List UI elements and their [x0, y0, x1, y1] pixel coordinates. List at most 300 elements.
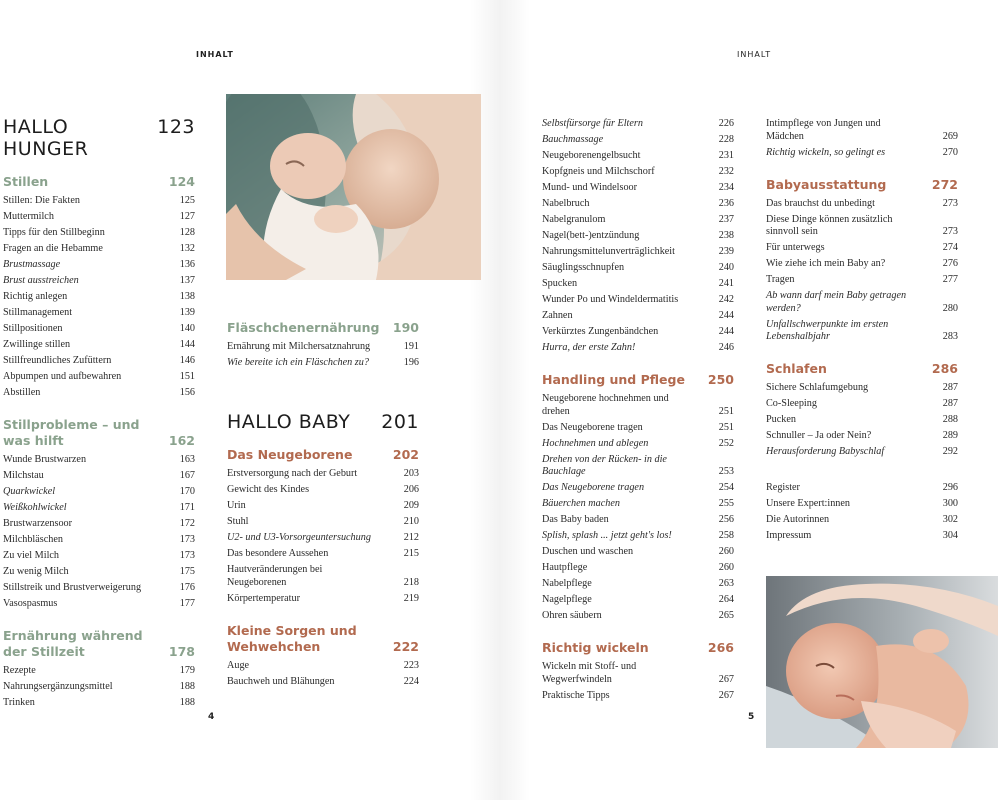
- entry-title: Zu viel Milch: [3, 550, 60, 561]
- toc-entry: [3, 454, 195, 467]
- entry-title: Gewicht des Kindes: [227, 484, 310, 495]
- entry-title: Selbstfürsorge für Eltern: [542, 118, 643, 129]
- toc-entry: [542, 246, 734, 259]
- toc-entry: [3, 243, 195, 256]
- toc-entry: [766, 147, 958, 160]
- section-heading: [766, 177, 958, 193]
- toc-entry: [542, 262, 734, 275]
- entry-title: Richtig wickeln, so gelingt es: [766, 146, 886, 158]
- entry-title: Pucken: [766, 414, 796, 425]
- entry-page: 179: [179, 665, 195, 676]
- section-gap: [3, 403, 195, 417]
- toc-entry: [227, 548, 419, 561]
- entry-page: 258: [718, 530, 734, 541]
- entry-title: Abstillen: [3, 387, 41, 398]
- toc-entry: [3, 339, 195, 352]
- entry-page: 277: [942, 274, 958, 285]
- toc-entry: [542, 342, 734, 355]
- entry-title: Schnuller – Ja oder Nein?: [766, 430, 872, 441]
- entry-title: U2- und U3-Vorsorgeuntersuchung: [227, 532, 371, 543]
- entry-title: Nahrungsergänzungsmittel: [3, 681, 113, 692]
- col2-sections: [227, 447, 419, 688]
- entry-title: Hautveränderungen bei Neugeborenen: [227, 564, 323, 588]
- col4-sections: [766, 163, 958, 477]
- toc-entry: [766, 430, 958, 443]
- toc-entry: [766, 446, 958, 459]
- entry-page: 231: [718, 150, 734, 161]
- entry-page: 170: [179, 486, 195, 497]
- entry-page: 267: [718, 673, 734, 685]
- entry-page: 191: [403, 341, 419, 352]
- entry-title: Ernährung mit Milchersatznahrung: [227, 341, 371, 352]
- section-gap: [766, 462, 958, 476]
- section-page: 272: [931, 176, 958, 192]
- section-heading: [227, 623, 419, 655]
- toc-column-2: [227, 320, 419, 692]
- toc-entry: [766, 290, 958, 315]
- toc-entry: [766, 514, 958, 527]
- entry-page: 270: [942, 146, 958, 158]
- entry-title: Stillen: Die Fakten: [3, 195, 80, 206]
- entry-page: 188: [179, 681, 195, 692]
- entry-page: 212: [403, 532, 419, 543]
- entry-page: 226: [718, 118, 734, 129]
- col4-bottom-entries: [766, 482, 958, 543]
- section-title: Handling und Pflege: [542, 372, 685, 387]
- entry-page: 246: [718, 342, 734, 353]
- section-gap: [227, 609, 419, 623]
- section-page: 202: [392, 447, 419, 462]
- entry-page: 146: [179, 355, 195, 366]
- bottle-entries: [227, 341, 419, 370]
- section-heading: [3, 628, 195, 660]
- toc-entry: [542, 134, 734, 147]
- toc-entry: [227, 341, 419, 354]
- toc-entry: [542, 198, 734, 211]
- section-title: Das Neugeborene: [227, 447, 353, 462]
- toc-entry: [542, 438, 734, 451]
- entry-page: 163: [179, 454, 195, 465]
- entry-page: 289: [942, 430, 958, 441]
- entry-page: 151: [179, 371, 195, 382]
- entry-page: 177: [179, 598, 195, 609]
- toc-entry: [227, 564, 419, 589]
- entry-page: 218: [403, 576, 419, 588]
- entry-page: 239: [718, 246, 734, 257]
- section-heading: [227, 447, 419, 463]
- toc-entry: [3, 697, 195, 710]
- entry-title: Duschen und waschen: [542, 546, 634, 557]
- entry-title: Nabelgranulom: [542, 214, 606, 225]
- entry-page: 156: [179, 387, 195, 398]
- col3-sections: [542, 358, 734, 702]
- toc-entry: [542, 326, 734, 339]
- entry-title: Auge: [227, 659, 250, 671]
- entry-page: 276: [942, 258, 958, 269]
- entry-page: 288: [942, 414, 958, 425]
- part-heading-hallo-baby: [227, 411, 419, 433]
- entry-title: Diese Dinge können zusätzlich sinnvoll sein: [766, 213, 893, 237]
- entry-page: 269: [942, 130, 958, 142]
- entry-title: Intimpflege von Jungen und Mädchen: [766, 118, 881, 142]
- entry-page: 223: [403, 659, 419, 671]
- entry-title: Milchstau: [3, 470, 44, 481]
- entry-title: Vasospasmus: [3, 598, 58, 609]
- entry-title: Das Neugeborene tragen: [542, 421, 643, 433]
- toc-entry: [3, 355, 195, 368]
- entry-page: 260: [718, 562, 734, 573]
- part-title: HALLO BABY: [227, 411, 351, 433]
- entry-title: Mund- und Windelsoor: [542, 182, 638, 193]
- entry-page: 302: [942, 514, 958, 525]
- section-title: Babyausstattung: [766, 176, 887, 192]
- toc-entry: [3, 582, 195, 595]
- entry-page: 137: [179, 275, 195, 286]
- entry-page: 171: [179, 502, 195, 513]
- entry-page: 251: [718, 405, 734, 417]
- entry-title: Impressum: [766, 530, 812, 541]
- entry-page: 287: [942, 382, 958, 393]
- toc-entry: [3, 598, 195, 611]
- toc-entry: [766, 482, 958, 495]
- entry-page: 132: [179, 243, 195, 254]
- photo-baby-bath: [766, 576, 998, 748]
- toc-entry: [766, 382, 958, 395]
- section-heading: [542, 372, 734, 388]
- section-page: 162: [168, 433, 195, 448]
- toc-entry: [3, 211, 195, 224]
- entry-title: Nagel(bett-)entzündung: [542, 230, 640, 241]
- entry-title: Hautpflege: [542, 562, 588, 573]
- entry-title: Wickeln mit Stoff- und Wegwerfwindeln: [542, 661, 637, 685]
- toc-column-1: [3, 116, 195, 713]
- section-gap: [3, 614, 195, 628]
- section-page: 190: [392, 320, 419, 335]
- section-title: Stillprobleme – und was hilft: [3, 417, 140, 448]
- entry-title: Neugeborene hochnehmen und drehen: [542, 393, 669, 417]
- entry-page: 206: [403, 484, 419, 495]
- entry-page: 232: [718, 166, 734, 177]
- entry-title: Das brauchst du unbedingt: [766, 197, 875, 209]
- section-title: Richtig wickeln: [542, 640, 649, 655]
- toc-entry: [542, 514, 734, 527]
- entry-title: Brust ausstreichen: [3, 275, 79, 286]
- toc-entry: [542, 454, 734, 479]
- toc-column-3: [542, 118, 734, 706]
- toc-entry: [542, 150, 734, 163]
- entry-title: Stillmanagement: [3, 307, 73, 318]
- toc-entry: [766, 118, 958, 143]
- toc-entry: [766, 498, 958, 511]
- entry-page: 203: [403, 468, 419, 479]
- page-number-right: 5: [748, 712, 755, 722]
- entry-title: Hurra, der erste Zahn!: [542, 342, 636, 353]
- toc-entry: [542, 214, 734, 227]
- section-heading: [3, 174, 195, 190]
- section-heading: [3, 417, 195, 449]
- entry-page: 188: [179, 697, 195, 708]
- entry-page: 244: [718, 310, 734, 321]
- entry-title: Bauchmassage: [542, 134, 604, 145]
- section-heading: [766, 361, 958, 377]
- entry-title: Splish, splash ... jetzt geht's los!: [542, 530, 672, 541]
- entry-title: Stuhl: [227, 516, 249, 527]
- entry-title: Zu wenig Milch: [3, 566, 69, 577]
- entry-title: Nabelpflege: [542, 578, 592, 589]
- toc-entry: [542, 182, 734, 195]
- entry-title: Das Neugeborene tragen: [542, 482, 645, 493]
- entry-title: Brustmassage: [3, 259, 61, 270]
- section-title: Ernährung während der Stillzeit: [3, 628, 143, 659]
- toc-entry: [227, 468, 419, 481]
- entry-page: 273: [942, 226, 958, 237]
- entry-title: Die Autorinnen: [766, 514, 830, 525]
- toc-entry: [227, 516, 419, 529]
- section-title: Stillen: [3, 174, 49, 189]
- entry-page: 253: [718, 466, 734, 477]
- toc-entry: [542, 594, 734, 607]
- entry-title: Richtig anlegen: [3, 291, 68, 302]
- toc-entry: [227, 660, 419, 673]
- entry-page: 241: [718, 278, 734, 289]
- toc-entry: [766, 214, 958, 239]
- toc-entry: [766, 274, 958, 287]
- entry-page: 140: [179, 323, 195, 334]
- entry-page: 251: [718, 421, 734, 433]
- toc-entry: [3, 323, 195, 336]
- entry-page: 267: [718, 689, 734, 701]
- toc-entry: [3, 550, 195, 563]
- toc-entry: [3, 291, 195, 304]
- toc-entry: [542, 530, 734, 543]
- part-page: 123: [157, 116, 195, 138]
- toc-entry: [3, 534, 195, 547]
- toc-entry: [227, 593, 419, 606]
- toc-entry: [542, 578, 734, 591]
- entry-title: Rezepte: [3, 665, 36, 676]
- entry-page: 265: [718, 610, 734, 621]
- toc-entry: [227, 532, 419, 545]
- entry-title: Säuglingsschnupfen: [542, 262, 625, 273]
- entry-title: Fragen an die Hebamme: [3, 243, 103, 254]
- entry-title: Nabelbruch: [542, 198, 590, 209]
- entry-title: Wie ziehe ich mein Baby an?: [766, 258, 886, 269]
- entry-page: 173: [179, 534, 195, 545]
- entry-page: 280: [942, 302, 958, 314]
- entry-page: 254: [718, 482, 734, 493]
- entry-title: Das Baby baden: [542, 514, 609, 525]
- toc-entry: [3, 227, 195, 240]
- entry-page: 304: [942, 530, 958, 541]
- toc-entry: [3, 518, 195, 531]
- toc-entry: [542, 690, 734, 703]
- toc-entry: [3, 307, 195, 320]
- toc-entry: [542, 230, 734, 243]
- entry-page: 176: [179, 582, 195, 593]
- toc-entry: [227, 500, 419, 513]
- entry-title: Register: [766, 482, 800, 493]
- section-title: Schlafen: [766, 361, 827, 376]
- entry-title: Wunder Po und Windeldermatitis: [542, 294, 679, 305]
- entry-title: Bauchweh und Blähungen: [227, 675, 335, 687]
- toc-entry: [542, 294, 734, 307]
- entry-page: 255: [718, 498, 734, 509]
- entry-title: Trinken: [3, 697, 35, 708]
- entry-page: 252: [718, 437, 734, 449]
- toc-entry: [766, 258, 958, 271]
- toc-entry: [3, 470, 195, 483]
- toc-entry: [766, 319, 958, 344]
- entry-title: Bäuerchen machen: [542, 498, 620, 509]
- toc-entry: [542, 562, 734, 575]
- toc-entry: [766, 530, 958, 543]
- toc-entry: [542, 310, 734, 323]
- toc-entry: [542, 498, 734, 511]
- entry-page: 215: [403, 548, 419, 559]
- entry-page: 260: [718, 546, 734, 557]
- section-gap: [542, 626, 734, 640]
- entry-title: Urin: [227, 500, 246, 511]
- toc-entry: [766, 242, 958, 255]
- toc-entry: [542, 166, 734, 179]
- entry-page: 264: [718, 594, 734, 605]
- entry-page: 196: [403, 357, 419, 368]
- toc-entry: [3, 681, 195, 694]
- entry-page: 209: [403, 500, 419, 511]
- entry-title: Kopfgneis und Milchschorf: [542, 166, 655, 177]
- entry-title: Brustwarzensoor: [3, 518, 73, 529]
- toc-entry: [3, 486, 195, 499]
- page-number-left: 4: [208, 712, 215, 722]
- section-heading: [227, 320, 419, 336]
- entry-title: Ohren säubern: [542, 610, 602, 621]
- col1-sections: [3, 174, 195, 710]
- entry-page: 167: [179, 470, 195, 481]
- entry-page: 138: [179, 291, 195, 302]
- toc-entry: [227, 484, 419, 497]
- entry-page: 172: [179, 518, 195, 529]
- entry-title: Quarkwickel: [3, 486, 56, 497]
- entry-title: Abpumpen und aufbewahren: [3, 371, 122, 382]
- entry-title: Tipps für den Stillbeginn: [3, 227, 105, 238]
- entry-title: Stillstreik und Brustverweigerung: [3, 582, 142, 593]
- entry-page: 136: [179, 259, 195, 270]
- entry-page: 242: [718, 294, 734, 305]
- toc-entry: [542, 393, 734, 418]
- entry-page: 296: [942, 482, 958, 493]
- toc-entry: [3, 566, 195, 579]
- entry-page: 127: [179, 211, 195, 222]
- entry-page: 244: [718, 326, 734, 337]
- photo-breastfeeding: [226, 94, 481, 280]
- entry-title: Körpertemperatur: [227, 592, 300, 604]
- entry-page: 173: [179, 550, 195, 561]
- toc-entry: [542, 482, 734, 495]
- entry-title: Praktische Tipps: [542, 689, 610, 701]
- toc-entry: [766, 398, 958, 411]
- entry-title: Drehen von der Rücken- in die Bauchlage: [542, 453, 667, 477]
- toc-entry: [3, 275, 195, 288]
- entry-title: Nahrungsmittelunverträglichkeit: [542, 246, 675, 257]
- gutter-shadow-right: [500, 0, 530, 800]
- entry-page: 238: [718, 230, 734, 241]
- entry-title: Unfallschwerpunkte im ersten Lebenshalbjahr: [766, 318, 889, 342]
- entry-page: 175: [179, 566, 195, 577]
- col4-top-entries: [766, 118, 958, 159]
- toc-entry: [542, 422, 734, 435]
- entry-title: Verkürztes Zungenbändchen: [542, 326, 659, 337]
- entry-page: 128: [179, 227, 195, 238]
- toc-entry: [542, 546, 734, 559]
- toc-entry: [3, 195, 195, 208]
- entry-page: 219: [403, 592, 419, 604]
- entry-page: 287: [942, 398, 958, 409]
- entry-title: Herausforderung Babyschlaf: [766, 446, 885, 457]
- toc-entry: [3, 387, 195, 400]
- toc-entry: [766, 198, 958, 211]
- entry-page: 240: [718, 262, 734, 273]
- entry-title: Tragen: [766, 274, 795, 285]
- entry-page: 274: [942, 242, 958, 253]
- toc-entry: [3, 665, 195, 678]
- col3-top-entries: [542, 118, 734, 355]
- section-page: 124: [168, 174, 195, 189]
- toc-entry: [542, 118, 734, 131]
- running-header-left: INHALT: [196, 50, 234, 59]
- entry-page: 283: [942, 331, 958, 342]
- toc-entry: [227, 357, 419, 370]
- entry-title: Hochnehmen und ablegen: [542, 437, 649, 449]
- entry-title: Co-Sleeping: [766, 398, 817, 409]
- entry-title: Für unterwegs: [766, 242, 825, 253]
- entry-title: Weißkohlwickel: [3, 502, 67, 513]
- entry-title: Stillfreundliches Zufüttern: [3, 355, 112, 366]
- entry-page: 263: [718, 578, 734, 589]
- toc-entry: [542, 278, 734, 291]
- entry-page: 273: [942, 197, 958, 209]
- part-heading-hallo-hunger: [3, 116, 195, 160]
- section-page: 178: [168, 644, 195, 659]
- running-header-right: INHALT: [737, 50, 772, 59]
- entry-title: Wunde Brustwarzen: [3, 454, 87, 465]
- toc-entry: [542, 610, 734, 623]
- entry-title: Zahnen: [542, 310, 573, 321]
- section-gap: [766, 347, 958, 361]
- section-gap: [542, 358, 734, 372]
- entry-page: 125: [179, 195, 195, 206]
- entry-title: Wie bereite ich ein Fläschchen zu?: [227, 357, 369, 368]
- entry-title: Spucken: [542, 278, 578, 289]
- entry-title: Muttermilch: [3, 211, 54, 222]
- section-title: Kleine Sorgen und Wehwehchen: [227, 622, 357, 654]
- section-page: 222: [392, 638, 419, 654]
- entry-page: 210: [403, 516, 419, 527]
- toc-column-4: [766, 118, 958, 546]
- part-title: HALLO HUNGER: [3, 116, 89, 160]
- entry-title: Ab wann darf mein Baby getragen werden?: [766, 290, 907, 314]
- entry-page: 228: [718, 134, 734, 145]
- entry-title: Zwillinge stillen: [3, 339, 71, 350]
- entry-title: Neugeborenengelbsucht: [542, 150, 641, 161]
- entry-page: 256: [718, 514, 734, 525]
- section-page: 286: [931, 361, 958, 376]
- entry-title: Sichere Schlafumgebung: [766, 382, 869, 393]
- toc-entry: [3, 371, 195, 384]
- toc-entry: [3, 259, 195, 272]
- entry-page: 236: [718, 198, 734, 209]
- entry-page: 234: [718, 182, 734, 193]
- entry-title: Unsere Expert:innen: [766, 498, 851, 509]
